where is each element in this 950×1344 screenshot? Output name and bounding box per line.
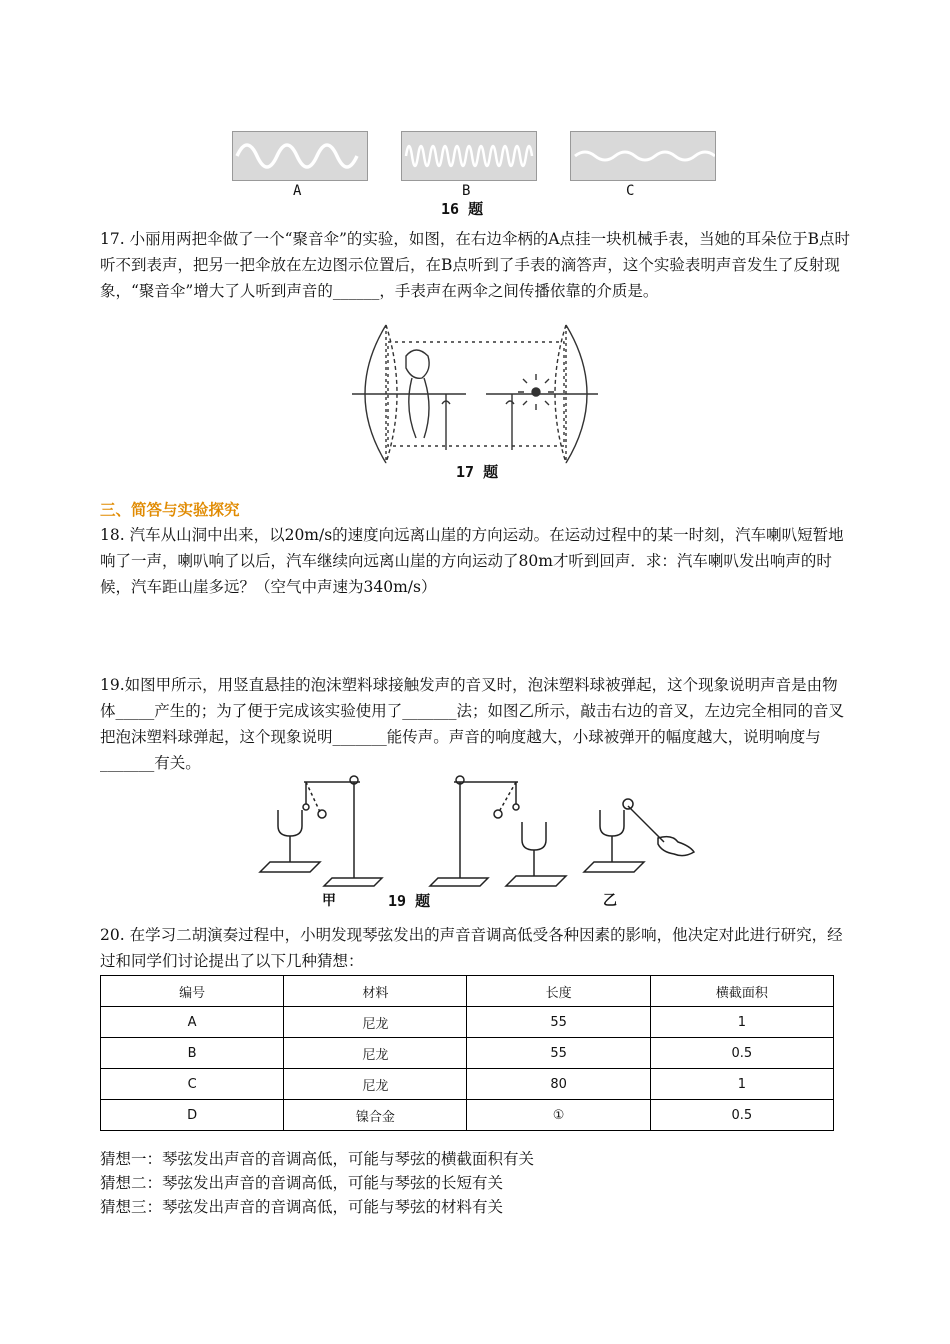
- guess-1: 猜想一：琴弦发出声音的音调高低，可能与琴弦的横截面积有关: [100, 1150, 535, 1168]
- table-row: [101, 1069, 834, 1100]
- string-table: [100, 975, 834, 1131]
- waveform-b: [401, 131, 537, 181]
- table-cell: ①: [467, 1100, 650, 1131]
- waveform-c: [570, 131, 716, 181]
- label-yi: 乙: [603, 893, 617, 909]
- section-heading: 三、简答与实验探究: [100, 501, 240, 519]
- waveform-b-graphic: [402, 132, 536, 180]
- waveform-a-label: A: [293, 183, 302, 199]
- table-cell: 0.5: [650, 1038, 833, 1069]
- table-cell: 55: [467, 1038, 650, 1069]
- tuning-fork-figure: [248, 770, 698, 892]
- question-20: 20. 在学习二胡演奏过程中，小明发现琴弦发出的声音音调高低受各种因素的影响，他决定对此进行研究，经过和同学们讨论提出了以下几种猜想：: [100, 926, 843, 970]
- table-cell: D: [101, 1100, 284, 1131]
- table-cell: 55: [467, 1007, 650, 1038]
- fig17-caption: 17 题: [456, 463, 499, 481]
- table-header: 横截面积: [650, 976, 833, 1007]
- table-cell: 1: [650, 1069, 833, 1100]
- question-19: 19.如图甲所示，用竖直悬挂的泡沫塑料球接触发声的音叉时，泡沫塑料球被弹起，这个现象说明声音是由物体_____产生的；为了便于完成该实验使用了_______法；如图乙所示，敲击右边的音叉，左边完全相同的音叉把泡沫塑料球弹起，这个现象说明_______能传声。声音的响度越大，小球被弹开的幅度越大，说明响度与_______有关。: [100, 676, 845, 772]
- fig19-caption: 19 题: [388, 892, 431, 910]
- umbrella-figure: [346, 320, 604, 468]
- fig16-caption: 16 题: [441, 200, 484, 218]
- waveform-a-graphic: [233, 132, 367, 180]
- table-cell: 尼龙: [284, 1007, 467, 1038]
- table-header-row: [101, 976, 834, 1007]
- waveform-c-graphic: [571, 132, 715, 180]
- table-row: [101, 1007, 834, 1038]
- table-cell: C: [101, 1069, 284, 1100]
- table-cell: 尼龙: [284, 1038, 467, 1069]
- table-header: 材料: [284, 976, 467, 1007]
- guess-2: 猜想二：琴弦发出声音的音调高低，可能与琴弦的长短有关: [100, 1174, 504, 1192]
- table-row: [101, 1038, 834, 1069]
- table-cell: B: [101, 1038, 284, 1069]
- waveform-b-label: B: [462, 183, 471, 199]
- table-cell: 0.5: [650, 1100, 833, 1131]
- question-17: 17. 小丽用两把伞做了一个“聚音伞”的实验，如图，在右边伞柄的A点挂一块机械手表，当她的耳朵位于B点时听不到表声，把另一把伞放在左边图示位置后，在B点听到了手表的滴答声，这个实验表明声音发生了反射现象，“聚音伞”增大了人听到声音的______，手表声在两伞之间传播依靠的介质是。: [100, 230, 851, 300]
- waveform-a: [232, 131, 368, 181]
- guess-3: 猜想三：琴弦发出声音的音调高低，可能与琴弦的材料有关: [100, 1198, 504, 1216]
- table-row: [101, 1100, 834, 1131]
- table-cell: 镍合金: [284, 1100, 467, 1131]
- table-cell: 1: [650, 1007, 833, 1038]
- table-cell: 80: [467, 1069, 650, 1100]
- waveform-c-label: C: [626, 183, 635, 199]
- question-18: 18. 汽车从山洞中出来，以20m/s的速度向远离山崖的方向运动。在运动过程中的某一时刻，汽车喇叭短暂地响了一声，喇叭响了以后，汽车继续向远离山崖的方向运动了80m才听到回声．求：汽车喇叭发出响声的时候，汽车距山崖多远？（空气中声速为340m/s）: [100, 526, 844, 596]
- table-cell: 尼龙: [284, 1069, 467, 1100]
- table-header: 编号: [101, 976, 284, 1007]
- label-jia: 甲: [322, 893, 336, 909]
- table-header: 长度: [467, 976, 650, 1007]
- table-cell: A: [101, 1007, 284, 1038]
